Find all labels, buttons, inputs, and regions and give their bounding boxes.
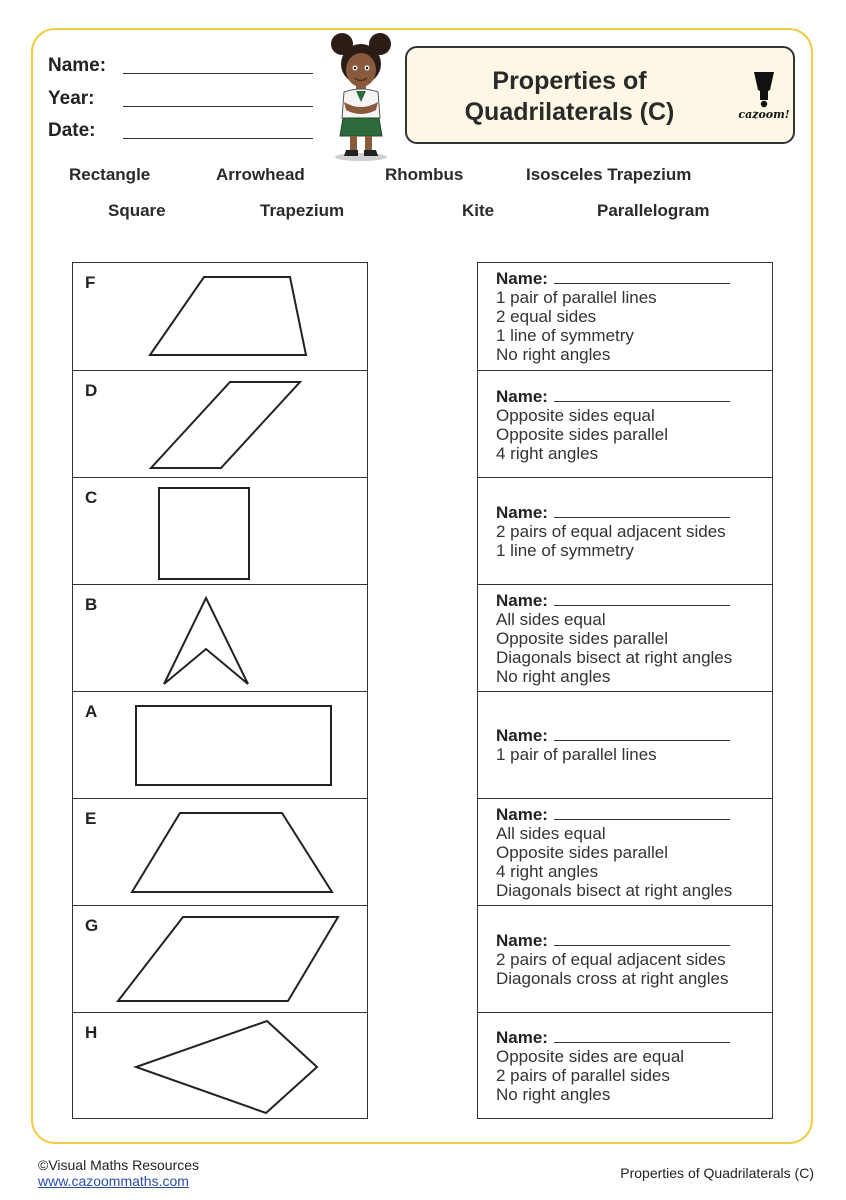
property-line: 1 pair of parallel lines xyxy=(496,745,657,764)
property-line: 2 pairs of equal adjacent sides xyxy=(496,949,726,969)
shape-letter: H xyxy=(85,1023,98,1042)
property-line: 1 line of symmetry xyxy=(496,540,634,560)
shapes-table xyxy=(72,262,368,1119)
description-row xyxy=(478,905,772,1012)
property-line: Diagonals cross at right angles xyxy=(496,968,729,988)
copyright-text: ©Visual Maths Resources xyxy=(38,1157,200,1173)
property-line: 4 right angles xyxy=(496,861,599,881)
logo-text: cazoom! xyxy=(738,108,790,121)
answer-blank[interactable] xyxy=(554,1042,730,1043)
property-line: Diagonals bisect at right angles xyxy=(496,647,733,667)
name-label: Name: xyxy=(496,1028,548,1047)
descriptions-table xyxy=(477,262,773,1119)
word-parallelogram: Parallelogram xyxy=(597,201,710,220)
shape-row-d xyxy=(73,370,367,477)
shape-row-f xyxy=(73,263,367,370)
description-row xyxy=(478,584,772,691)
description-row xyxy=(478,477,772,584)
rectangle-shape xyxy=(73,692,367,799)
square-shape xyxy=(73,478,367,585)
description-row xyxy=(478,370,772,477)
property-line: 2 pairs of equal adjacent sides xyxy=(496,521,726,541)
title-box xyxy=(405,46,795,144)
shape-letter: D xyxy=(85,381,98,400)
description-row xyxy=(478,263,772,370)
property-line: 1 pair of parallel lines xyxy=(496,288,657,307)
cazoom-logo xyxy=(735,70,793,126)
property-line: Opposite sides parallel xyxy=(496,842,668,862)
name-label: Name: xyxy=(48,55,107,76)
answer-blank[interactable] xyxy=(554,401,730,402)
word-rectangle: Rectangle xyxy=(69,165,151,184)
title-line-1: Properties of xyxy=(492,67,647,95)
shape-letter: B xyxy=(85,595,98,614)
description-row xyxy=(478,691,772,798)
word-trapezium: Trapezium xyxy=(260,201,345,220)
shape-row-h xyxy=(73,1012,367,1119)
property-line: 2 equal sides xyxy=(496,307,597,326)
property-line: All sides equal xyxy=(496,823,606,843)
property-line: 4 right angles xyxy=(496,444,599,463)
answer-blank[interactable] xyxy=(554,283,730,284)
rhombus-shape xyxy=(73,371,367,478)
property-line: Opposite sides are equal xyxy=(496,1047,685,1066)
isosceles-trapezium-shape xyxy=(73,263,367,370)
footer-title: Properties of Quadrilaterals (C) xyxy=(620,1165,814,1181)
shape-row-c xyxy=(73,477,367,584)
name-label: Name: xyxy=(496,726,548,745)
title-line-2: Quadrilaterals (C) xyxy=(464,98,675,126)
website-link[interactable]: www.cazoommaths.com xyxy=(38,1173,189,1189)
property-line: 2 pairs of parallel sides xyxy=(496,1066,670,1085)
answer-blank[interactable] xyxy=(554,517,730,518)
word-isosceles-trapezium: Isosceles Trapezium xyxy=(526,165,692,184)
cazoom-logo-icon xyxy=(735,70,793,110)
name-label: Name: xyxy=(496,804,548,824)
kite-shape xyxy=(73,1013,367,1120)
page-title xyxy=(407,66,732,128)
name-label: Name: xyxy=(496,590,548,610)
answer-blank[interactable] xyxy=(554,945,730,946)
property-line: Diagonals bisect at right angles xyxy=(496,880,733,900)
property-line: All sides equal xyxy=(496,609,606,629)
shape-row-e xyxy=(73,798,367,905)
property-line: No right angles xyxy=(496,345,611,364)
isosceles-trapezium-shape xyxy=(73,799,367,906)
property-line: Opposite sides equal xyxy=(496,406,655,425)
shape-letter: A xyxy=(85,702,98,721)
word-arrowhead: Arrowhead xyxy=(216,165,305,184)
shape-letter: C xyxy=(85,488,98,507)
name-label: Name: xyxy=(496,930,548,950)
answer-blank[interactable] xyxy=(554,605,730,606)
word-kite: Kite xyxy=(462,201,495,220)
property-line: Opposite sides parallel xyxy=(496,628,668,648)
shape-row-g xyxy=(73,905,367,1012)
name-field[interactable] xyxy=(123,73,313,74)
answer-blank[interactable] xyxy=(554,740,730,741)
shape-row-b xyxy=(73,584,367,691)
property-line: Opposite sides parallel xyxy=(496,425,668,444)
year-label: Year: xyxy=(48,88,95,109)
arrowhead-shape xyxy=(73,585,367,692)
shape-letter: F xyxy=(85,273,96,292)
answer-blank[interactable] xyxy=(554,819,730,820)
girl-illustration xyxy=(318,30,404,162)
name-label: Name: xyxy=(496,269,548,288)
name-label: Name: xyxy=(496,502,548,522)
description-row xyxy=(478,798,772,905)
year-field[interactable] xyxy=(123,106,313,107)
description-row xyxy=(478,1012,772,1119)
property-line: No right angles xyxy=(496,1085,611,1104)
parallelogram-shape xyxy=(73,906,367,1013)
footer-credits xyxy=(38,1157,199,1189)
shape-letter: G xyxy=(85,916,99,935)
property-line: 1 line of symmetry xyxy=(496,326,634,345)
name-label: Name: xyxy=(496,387,548,406)
word-rhombus: Rhombus xyxy=(385,165,464,184)
shape-row-a xyxy=(73,691,367,798)
word-square: Square xyxy=(108,201,166,220)
date-field[interactable] xyxy=(123,138,313,139)
date-label: Date: xyxy=(48,120,96,141)
property-line: No right angles xyxy=(496,666,611,686)
shape-letter: E xyxy=(85,809,97,828)
